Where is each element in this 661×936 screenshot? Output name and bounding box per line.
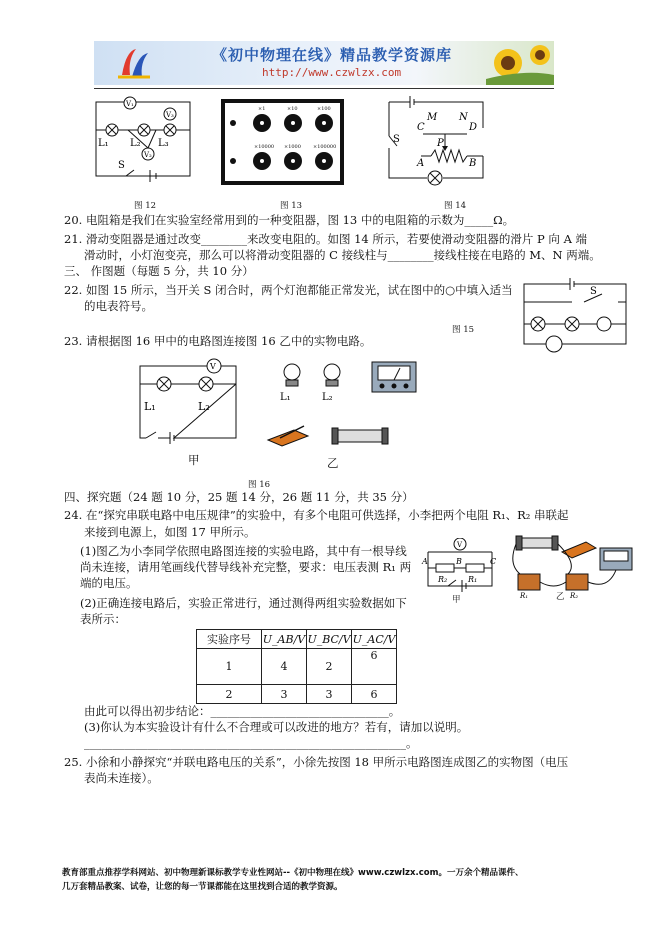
- table-row: [197, 649, 397, 685]
- label-n: N: [459, 112, 468, 123]
- header-rule: [94, 88, 554, 89]
- label-p: P: [437, 138, 444, 149]
- table-header-cell: 实验序号: [197, 630, 262, 649]
- figure-12-circuit: [90, 96, 200, 186]
- label-s: S: [590, 286, 597, 297]
- table-header-row: [197, 630, 397, 649]
- svg-text:×10: ×10: [287, 106, 298, 112]
- table-row: [197, 685, 397, 704]
- label-l1: L₁: [98, 138, 109, 149]
- figure-13-resistance-box: [221, 99, 344, 185]
- section-3-heading: 三、 作图题（每题 5 分，共 10 分）: [64, 264, 254, 278]
- question-25-line1: 25. 小徐和小静探究“并联电路电压的关系”，小徐先按图 18 甲所示电路图连成图乙的实物图（电压: [64, 755, 569, 769]
- caption-fig16-yi: 乙: [327, 456, 339, 470]
- label-c: C: [417, 122, 425, 133]
- section-4-heading: 四、探究题（24 题 10 分，25 题 14 分，26 题 11 分，共 35 分）: [64, 490, 414, 504]
- table-header-cell: U_AC/V: [352, 630, 397, 649]
- figure-16-yi-components: [252, 352, 422, 454]
- label-s: S: [393, 134, 400, 145]
- table-cell: 1: [197, 649, 262, 685]
- label-v3: V₃: [166, 111, 174, 119]
- figure-14-rheostat-circuit: [383, 96, 493, 188]
- caption-fig15: 图 15: [452, 325, 475, 335]
- figure-15-circuit: [518, 272, 632, 358]
- banner-title: 《初中物理在线》精品教学资源库: [212, 46, 453, 64]
- question-24-part1-line1: (1)图乙为小李同学依照电路图连接的实验电路，其中有一根导线: [80, 544, 407, 558]
- label-b: B: [469, 158, 477, 169]
- caption-fig12: 图 12: [134, 201, 157, 211]
- svg-text:×100: ×100: [317, 106, 331, 112]
- table-cell: 6: [352, 685, 397, 704]
- caption-fig17-jia: 甲: [452, 595, 461, 605]
- table-cell: 3: [307, 685, 352, 704]
- question-24-part1-line3: 端的电压。: [80, 576, 138, 590]
- table-header-cell: U_AB/V: [262, 630, 307, 649]
- table-cell: 2: [197, 685, 262, 704]
- question-24-part3: (3)你认为本实验设计有什么不合理或可以改进的地方？若有，请加以说明。: [84, 720, 469, 734]
- caption-fig14: 图 14: [444, 201, 467, 211]
- table-header-cell: U_BC/V: [307, 630, 352, 649]
- label-v: V: [210, 362, 216, 371]
- caption-fig13: 图 13: [280, 201, 303, 211]
- caption-fig16-jia: 甲: [188, 453, 200, 467]
- sunflower-icon: [486, 41, 554, 85]
- question-23: 23. 请根据图 16 甲中的电路图连接图 16 乙中的实物电路。: [64, 334, 372, 348]
- figure-17-yi-components: [508, 534, 634, 600]
- question-24-conclusion: 由此可以得出初步结论：_______________________________。: [84, 704, 401, 718]
- label-a: A: [422, 557, 428, 566]
- question-24-line2: 来接到电源上，如图 17 甲所示。: [84, 525, 256, 539]
- figure-16-jia-circuit: [136, 358, 240, 444]
- question-24-part2-line2: 表所示：: [80, 612, 126, 626]
- question-21-line1: 21. 滑动变阻器是通过改变________来改变电阻的。如图 14 所示，若要使滑动变阻器的滑片 P 向 A 端: [64, 232, 588, 246]
- question-24-answer-blank: ________________________________________________________。: [84, 736, 418, 750]
- label-a: A: [417, 158, 425, 169]
- label-b: B: [456, 557, 462, 566]
- footer-line2: 几万套精品教案、试卷，让您的每一节课都能在这里找到合适的教学资源。: [62, 882, 343, 892]
- label-r1: R₁: [468, 575, 478, 584]
- caption-fig16: 图 16: [248, 480, 271, 490]
- caption-fig17-yi: 乙: [556, 592, 565, 602]
- question-20: 20. 电阻箱是我们在实验室经常用到的一种变阻器，图 13 中的电阻箱的示数为_____Ω。: [64, 213, 515, 227]
- label-s: S: [118, 160, 125, 171]
- logo-icon: [114, 45, 154, 81]
- table-cell: 6: [352, 649, 397, 685]
- label-v: V: [457, 541, 463, 549]
- label-l3: L₃: [158, 138, 169, 149]
- label-r2: R₂: [438, 575, 448, 584]
- question-22-line2: 的电表符号。: [84, 299, 153, 313]
- question-24-part1-line2: 尚未连接，请用笔画线代替导线补充完整，要求：电压表测 R₁ 两: [80, 560, 412, 574]
- label-v1: V₁: [126, 100, 134, 108]
- label-l2: L₂: [322, 392, 333, 403]
- table-cell: 4: [262, 649, 307, 685]
- data-table: [196, 629, 397, 704]
- question-24-part2-line1: (2)正确连接电路后，实验正常进行，通过测得两组实验数据如下: [80, 596, 407, 610]
- svg-text:×1000: ×1000: [284, 144, 301, 150]
- table-cell: 2: [307, 649, 352, 685]
- label-v2: V₂: [144, 151, 152, 159]
- label-m: M: [427, 112, 438, 123]
- label-d: D: [469, 122, 478, 133]
- label-c: C: [490, 557, 497, 566]
- header-banner: [94, 41, 554, 85]
- question-22-line1: 22. 如图 15 所示，当开关 S 闭合时，两个灯泡都能正常发光，试在图中的○中填入适当: [64, 283, 513, 297]
- banner-url: http://www.czwlzx.com: [262, 66, 402, 79]
- svg-text:×100000: ×100000: [313, 144, 337, 150]
- label-l1: L₁: [144, 400, 156, 413]
- label-l1: L₁: [280, 392, 291, 403]
- label-r2: R₂: [570, 592, 579, 600]
- question-25-line2: 表尚未连接）。: [84, 771, 159, 785]
- svg-text:×1: ×1: [258, 106, 266, 112]
- question-21-line2: 滑动时，小灯泡变亮，那么可以将滑动变阻器的 C 接线柱与________接线柱接在电路的 M、N 两端。: [84, 248, 601, 262]
- table-cell: 3: [262, 685, 307, 704]
- footer-line1: 教育部重点推荐学科网站、初中物理新课标教学专业性网站--《初中物理在线》www.czwlzx.com。一万余个精品课件、: [62, 868, 524, 878]
- label-l2: L₂: [198, 400, 210, 413]
- label-r1: R₁: [520, 592, 529, 600]
- question-24-line1: 24. 在“探究串联电路中电压规律”的实验中，有多个电阻可供选择，小李把两个电阻 R₁、R₂ 串联起: [64, 508, 569, 522]
- svg-text:×10000: ×10000: [254, 144, 275, 150]
- label-l2: L₂: [130, 138, 141, 149]
- footer: [62, 866, 523, 894]
